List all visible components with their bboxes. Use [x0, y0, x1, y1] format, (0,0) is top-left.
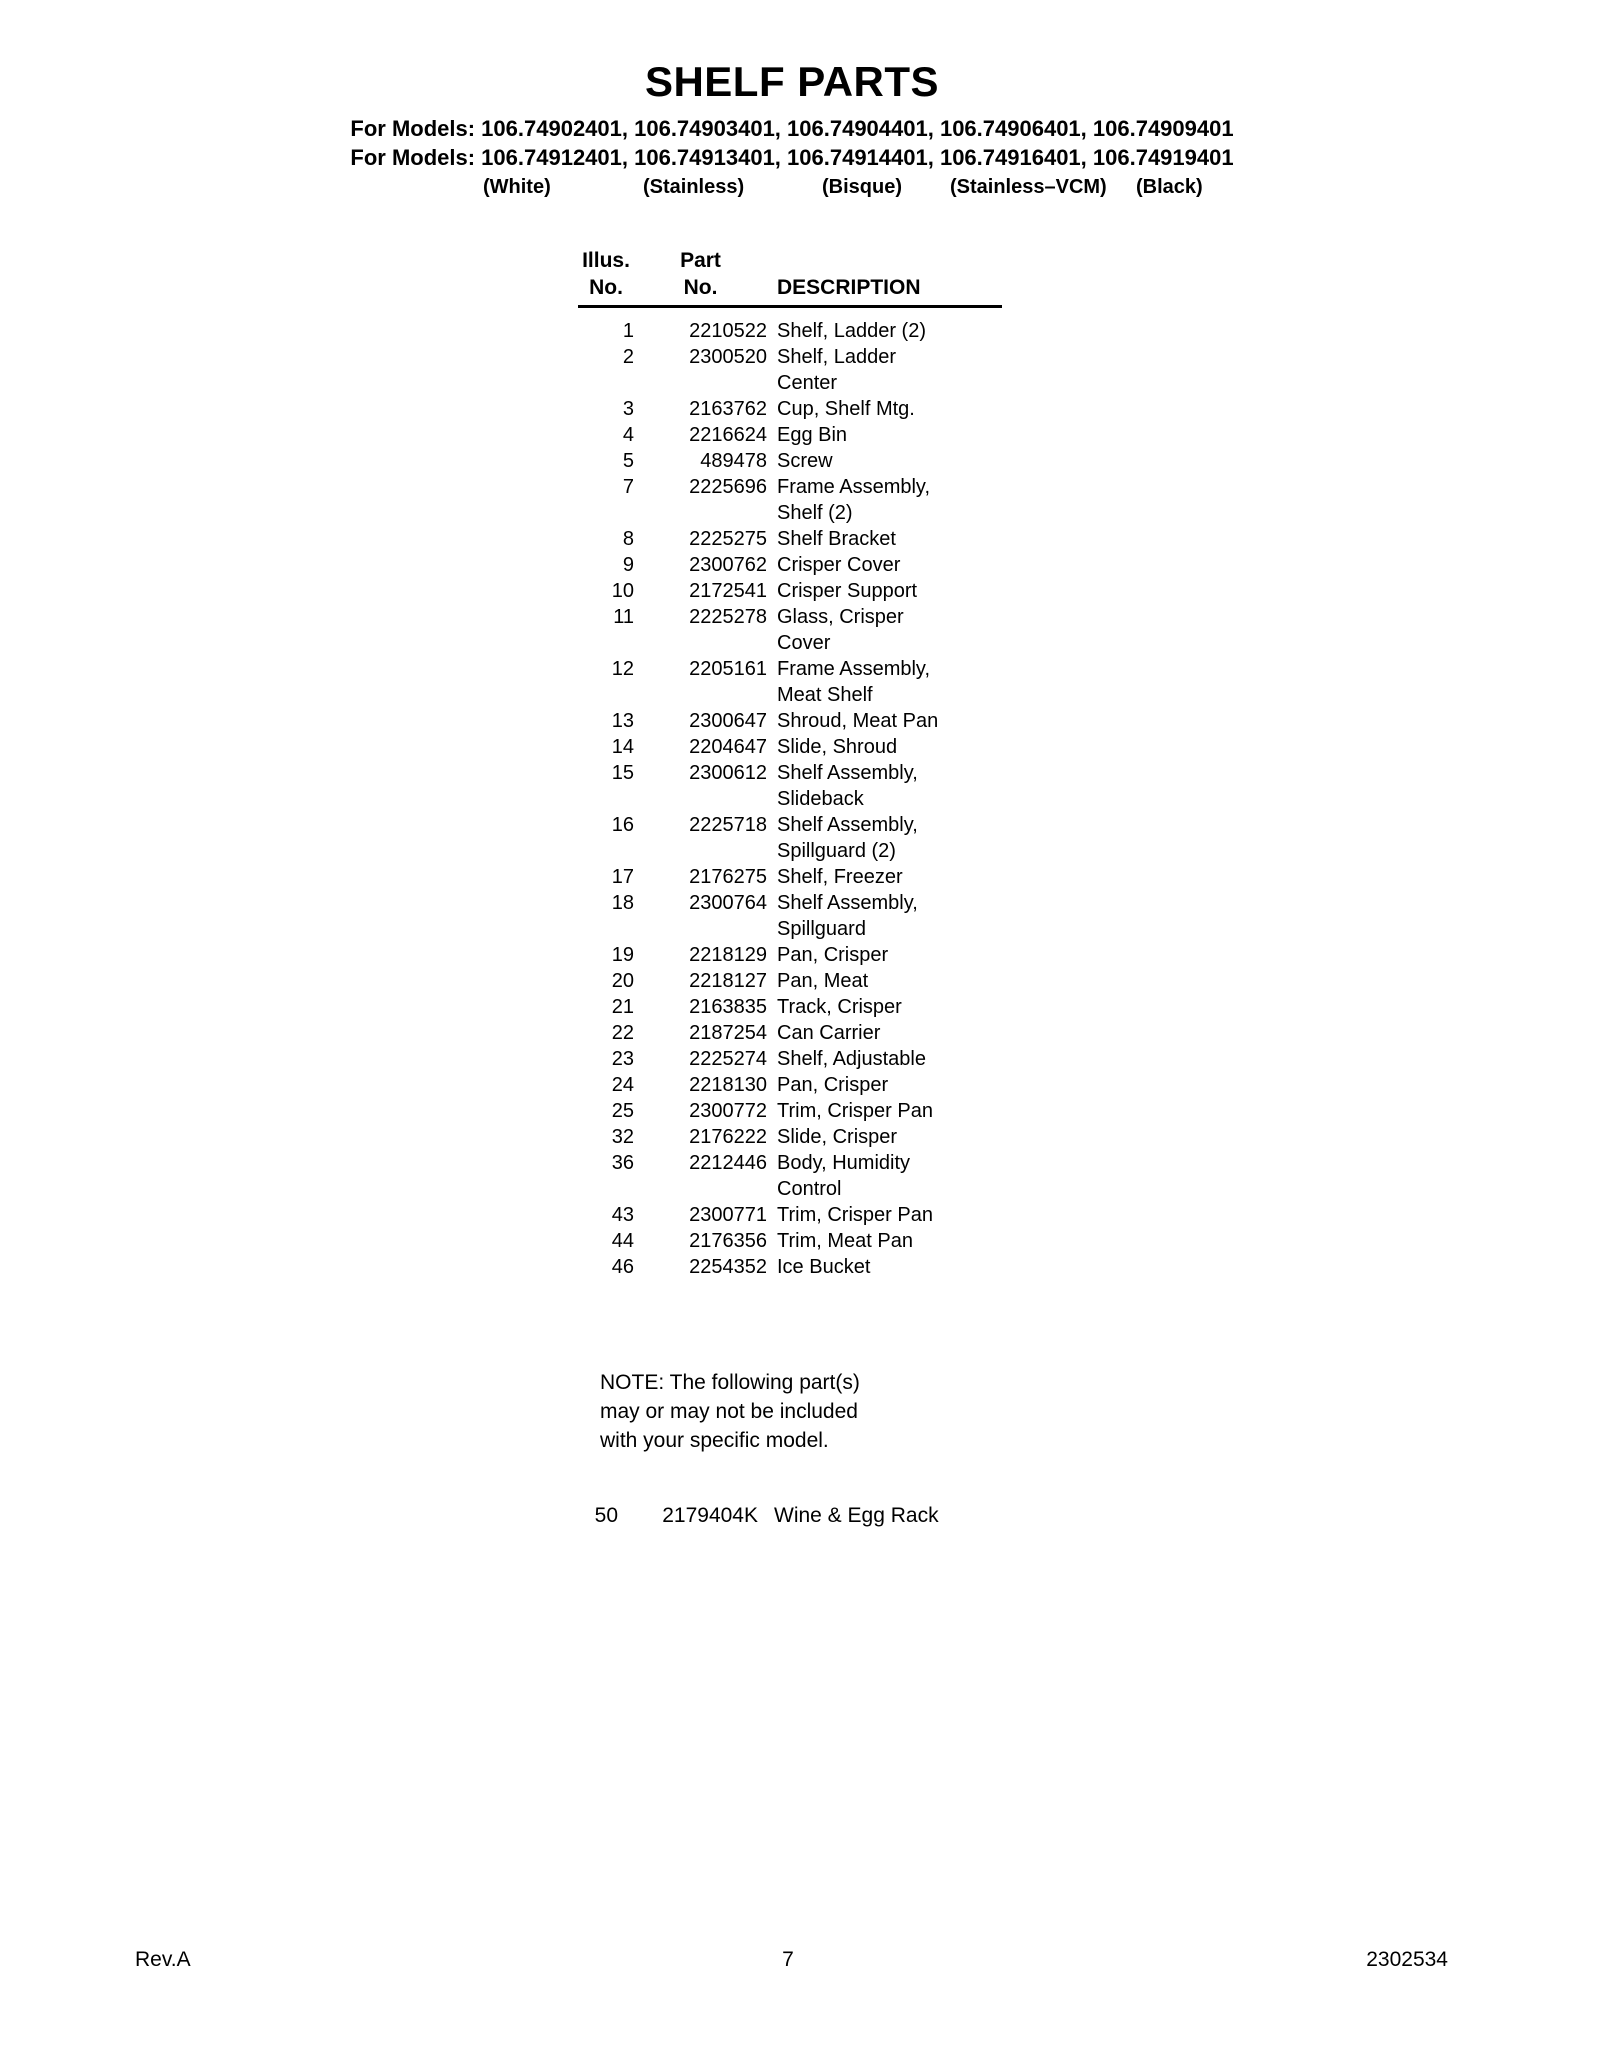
- footer-doc-number: 2302534: [1366, 1948, 1448, 1971]
- part-no-cell: 2300647: [689, 710, 767, 732]
- part-no-cell: 2300764: [689, 892, 767, 914]
- table-row: [578, 552, 1002, 578]
- table-row: [578, 942, 1002, 968]
- illus-no-cell: 17: [611, 866, 634, 888]
- illus-no-cell: 20: [611, 970, 634, 992]
- illus-no-cell: 11: [613, 606, 634, 628]
- description-cell: [777, 1150, 1002, 1202]
- description-line: Body, Humidity: [777, 1152, 911, 1174]
- finish-label-bisque: (Bisque): [822, 176, 902, 198]
- part-no-cell: 2163762: [689, 398, 767, 420]
- part-no-header: [634, 247, 767, 301]
- illus-no-cell: 5: [622, 450, 634, 472]
- table-row: [578, 1202, 1002, 1228]
- description-line: Pan, Crisper: [777, 944, 889, 966]
- description-cell: [777, 1098, 1002, 1124]
- description-cell: [777, 1124, 1002, 1150]
- illus-no-cell: 32: [611, 1126, 634, 1148]
- table-row: [578, 1020, 1002, 1046]
- description-cell: [777, 1254, 1002, 1280]
- description-line: Slideback: [777, 788, 864, 810]
- description-cell: [777, 812, 1002, 864]
- illus-no-cell: 4: [622, 424, 634, 446]
- part-no-cell: 2300772: [689, 1100, 767, 1122]
- page-footer: [0, 1948, 1600, 1976]
- table-row: [578, 604, 1002, 656]
- description-line: Glass, Crisper: [777, 606, 904, 628]
- description-cell: [777, 734, 1002, 760]
- description-line: Can Carrier: [777, 1022, 881, 1044]
- description-line: Slide, Crisper: [777, 1126, 898, 1148]
- description-line: Spillguard (2): [777, 840, 896, 862]
- illus-no-cell: 9: [622, 554, 634, 576]
- illus-no-cell: 43: [611, 1204, 634, 1226]
- description-line: Egg Bin: [777, 424, 848, 446]
- table-row: [578, 890, 1002, 942]
- table-row: [578, 422, 1002, 448]
- note-line-3: with your specific model.: [600, 1429, 829, 1452]
- part-no-cell: 2225275: [689, 528, 767, 550]
- part-header-line-2: No.: [683, 276, 718, 299]
- part-no-cell: 2176356: [689, 1230, 767, 1252]
- description-line: Center: [777, 372, 838, 394]
- illus-header-line-1: Illus.: [582, 249, 630, 272]
- finish-label-stainless-vcm: (Stainless–VCM): [950, 176, 1107, 198]
- description-cell: [777, 656, 1002, 708]
- description-cell: [777, 864, 1002, 890]
- description-cell: [777, 708, 1002, 734]
- illus-no-cell: 12: [611, 658, 634, 680]
- page-title: SHELF PARTS: [644, 58, 940, 105]
- part-no-cell: 2218127: [689, 970, 767, 992]
- description-cell: [777, 474, 1002, 526]
- description-line: Slide, Shroud: [777, 736, 898, 758]
- table-row: [578, 994, 1002, 1020]
- part-no-cell: 2225278: [689, 606, 767, 628]
- illus-no-cell: 44: [611, 1230, 634, 1252]
- description-cell: [777, 968, 1002, 994]
- illus-no-cell: 7: [622, 476, 634, 498]
- description-line: Frame Assembly,: [777, 658, 930, 680]
- part-no-cell: 2218130: [689, 1074, 767, 1096]
- description-cell: [777, 318, 1002, 344]
- table-row: [578, 1254, 1002, 1280]
- description-line: Frame Assembly,: [777, 476, 930, 498]
- note-line-1: NOTE: The following part(s): [600, 1371, 860, 1394]
- footer-revision: Rev.A: [135, 1948, 191, 1971]
- table-row: [578, 526, 1002, 552]
- description-cell: [777, 994, 1002, 1020]
- description-line: Crisper Support: [777, 580, 918, 602]
- description-line: Trim, Crisper Pan: [777, 1100, 933, 1122]
- description-line: Track, Crisper: [777, 996, 902, 1018]
- description-cell: Wine & Egg Rack: [774, 1504, 939, 1527]
- description-line: Shelf, Adjustable: [777, 1048, 926, 1070]
- models-line-1: For Models: 106.74902401, 106.74903401, 106.74904401, 106.74906401, 106.74909401: [350, 116, 1234, 141]
- parts-table: [578, 247, 1002, 1280]
- finishes-row: [0, 174, 1584, 202]
- description-header: DESCRIPTION: [777, 276, 921, 299]
- description-cell: [777, 890, 1002, 942]
- description-line: Shelf (2): [777, 502, 853, 524]
- illus-no-cell: 25: [611, 1100, 634, 1122]
- footer-page-number: 7: [782, 1948, 794, 1971]
- description-cell: [777, 1202, 1002, 1228]
- table-row: [578, 578, 1002, 604]
- part-no-cell: 2212446: [689, 1152, 767, 1174]
- table-row: [578, 1098, 1002, 1124]
- table-row: [578, 1046, 1002, 1072]
- note-line-2: may or may not be included: [600, 1400, 858, 1423]
- description-cell: [777, 422, 1002, 448]
- description-line: Shroud, Meat Pan: [777, 710, 939, 732]
- table-row: [578, 1150, 1002, 1202]
- description-line: Meat Shelf: [777, 684, 873, 706]
- description-line: Trim, Crisper Pan: [777, 1204, 933, 1226]
- illus-no-cell: 14: [611, 736, 634, 758]
- description-line: Shelf Bracket: [777, 528, 896, 550]
- part-no-cell: 2179404K: [662, 1504, 758, 1527]
- description-line: Pan, Crisper: [777, 1074, 889, 1096]
- illus-no-cell: 13: [611, 710, 634, 732]
- description-line: Cover: [777, 632, 831, 654]
- table-row: [578, 760, 1002, 812]
- part-no-cell: 2204647: [689, 736, 767, 758]
- illus-no-cell: 2: [622, 346, 634, 368]
- illus-no-cell: 15: [611, 762, 634, 784]
- table-row: [578, 396, 1002, 422]
- document-header: [0, 58, 1584, 202]
- part-no-cell: 2218129: [689, 944, 767, 966]
- illus-no-cell: 23: [611, 1048, 634, 1070]
- illus-no-cell: 24: [611, 1074, 634, 1096]
- description-cell: [777, 578, 1002, 604]
- illus-no-cell: 8: [622, 528, 634, 550]
- part-no-cell: 2225718: [689, 814, 767, 836]
- part-no-cell: 2176222: [689, 1126, 767, 1148]
- description-cell: [777, 604, 1002, 656]
- description-line: Shelf Assembly,: [777, 892, 918, 914]
- description-line: Shelf, Ladder (2): [777, 320, 926, 342]
- table-row: [578, 1072, 1002, 1098]
- table-row: [578, 812, 1002, 864]
- description-cell: [777, 526, 1002, 552]
- description-cell: [777, 1020, 1002, 1046]
- description-line: Shelf Assembly,: [777, 814, 918, 836]
- illus-no-cell: 46: [611, 1256, 634, 1278]
- table-row: [578, 1124, 1002, 1150]
- part-no-cell: 2163835: [689, 996, 767, 1018]
- table-row: [578, 1228, 1002, 1254]
- description-line: Control: [777, 1178, 842, 1200]
- part-no-cell: 2300762: [689, 554, 767, 576]
- description-cell: [777, 552, 1002, 578]
- part-header-line-1: Part: [680, 249, 721, 272]
- part-no-cell: 2187254: [689, 1022, 767, 1044]
- part-no-cell: 2300520: [689, 346, 767, 368]
- description-line: Ice Bucket: [777, 1256, 871, 1278]
- description-cell: [777, 396, 1002, 422]
- part-no-cell: 2205161: [689, 658, 767, 680]
- table-row: [578, 474, 1002, 526]
- description-line: Shelf, Ladder: [777, 346, 896, 368]
- part-no-cell: 2300612: [689, 762, 767, 784]
- table-row: [578, 734, 1002, 760]
- illus-no-cell: 10: [611, 580, 634, 602]
- illus-no-header: [578, 247, 634, 301]
- description-line: Pan, Meat: [777, 970, 869, 992]
- illus-no-cell: 50: [594, 1504, 618, 1527]
- table-row: [578, 864, 1002, 890]
- table-row: [578, 708, 1002, 734]
- description-cell: [777, 448, 1002, 474]
- description-line: Shelf Assembly,: [777, 762, 918, 784]
- part-no-cell: 2216624: [689, 424, 767, 446]
- models-line-2: For Models: 106.74912401, 106.74913401, 106.74914401, 106.74916401, 106.74919401: [350, 145, 1234, 170]
- description-cell: [777, 1046, 1002, 1072]
- illus-no-cell: 3: [622, 398, 634, 420]
- part-no-cell: 2225274: [689, 1048, 767, 1070]
- part-no-cell: 2172541: [689, 580, 767, 602]
- illus-no-cell: 22: [611, 1022, 634, 1044]
- description-cell: [777, 1228, 1002, 1254]
- part-no-cell: 2300771: [689, 1204, 767, 1226]
- description-cell: [777, 1072, 1002, 1098]
- part-no-cell: 2210522: [689, 320, 767, 342]
- illus-no-cell: 1: [622, 320, 634, 342]
- illus-no-cell: 21: [611, 996, 634, 1018]
- illus-header-line-2: No.: [589, 276, 623, 299]
- table-row: [578, 656, 1002, 708]
- description-cell: [777, 344, 1002, 396]
- table-body: [578, 318, 1002, 1280]
- description-line: Spillguard: [777, 918, 866, 940]
- finish-label-stainless: (Stainless): [643, 176, 745, 198]
- finish-label-white: (White): [483, 176, 551, 198]
- description-line: Crisper Cover: [777, 554, 901, 576]
- illus-no-cell: 16: [611, 814, 634, 836]
- finish-label-black: (Black): [1136, 176, 1203, 198]
- description-line: Screw: [777, 450, 833, 472]
- illus-no-cell: 19: [611, 944, 634, 966]
- description-line: Trim, Meat Pan: [777, 1230, 913, 1252]
- table-row: [578, 344, 1002, 396]
- part-no-cell: 2225696: [689, 476, 767, 498]
- illus-no-cell: 18: [611, 892, 634, 914]
- description-line: Cup, Shelf Mtg.: [777, 398, 915, 420]
- note: [600, 1368, 860, 1455]
- description-cell: [777, 942, 1002, 968]
- part-no-cell: 489478: [700, 450, 767, 472]
- illus-no-cell: 36: [611, 1152, 634, 1174]
- table-row: [578, 968, 1002, 994]
- description-line: Shelf, Freezer: [777, 866, 903, 888]
- description-cell: [777, 760, 1002, 812]
- part-no-cell: 2176275: [689, 866, 767, 888]
- part-no-cell: 2254352: [689, 1256, 767, 1278]
- optional-part-row: [578, 1502, 939, 1529]
- table-header: [578, 247, 1002, 308]
- table-row: [578, 448, 1002, 474]
- table-row: [578, 318, 1002, 344]
